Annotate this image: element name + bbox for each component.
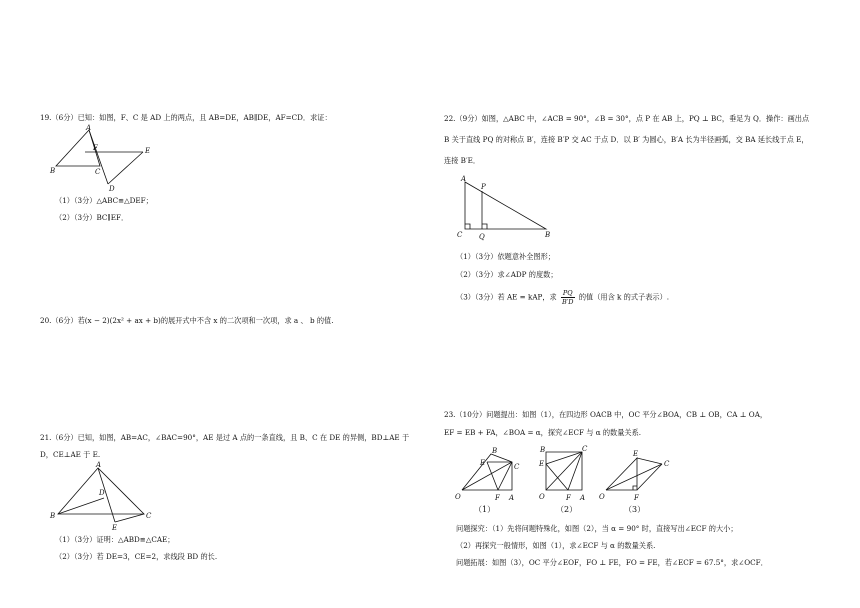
q22-stem-line2: B 关于直线 PQ 的对称点 B′，连接 B′P 交 AC 于点 D．以 B′ 为圆心，B′A 长为半径画弧，交 BA 延长线于点 E，: [444, 135, 809, 144]
q22-stem-line1: 22.（9分）如图，△ABC 中，∠ACB = 90°，∠B = 30°，点 P 在 AB 上，PQ ⊥ BC，垂足为 Q．操作：画出点: [444, 114, 810, 123]
q22-label-C: C: [457, 231, 463, 239]
q23-f2-label-O: O: [539, 493, 545, 501]
q22-part3-tail: 的值（用含 k 的式子表示）.: [578, 292, 670, 302]
q22-fraction: [561, 289, 574, 306]
q23-f1-label-F: F: [495, 494, 500, 502]
q19-part1: （1）（3分）△ABC≌△DEF；: [55, 196, 153, 205]
q22-part3: [456, 289, 669, 306]
q21-label-E: E: [112, 524, 118, 532]
q19-stem: 19.（6分）已知：如图，F、C 是 AD 上的两点，且 AB=DE，AB∥DE，AF=CD．求证：: [40, 113, 332, 122]
q23-caption-3: （3）: [624, 505, 646, 514]
q19-label-B: B: [50, 167, 56, 175]
q22-fraction-numerator: PQ: [562, 289, 573, 297]
q22-part1: （1）（3分）依题意补全图形；: [456, 252, 555, 261]
q23-f2-label-B: B: [540, 446, 546, 454]
q23-f1-label-O: O: [455, 493, 461, 501]
q19-label-E: E: [145, 147, 151, 155]
q23-caption-1: （1）: [474, 505, 496, 514]
q19-label-A: A: [86, 124, 92, 132]
q23-f2-label-F: F: [566, 494, 571, 502]
q22-fraction-denominator: B′D: [562, 298, 574, 306]
q19-label-C: C: [95, 168, 101, 176]
q23-f3-label-E: E: [633, 450, 639, 458]
q23-f1-label-E: E: [480, 459, 486, 467]
q23-f3-label-C: C: [664, 460, 670, 468]
q23-explore-1: 问题探究：（1）先将问题特殊化，如图（2），当 α = 90° 时，直接写出∠ECF 的大小；: [456, 524, 738, 533]
q22-figure: [454, 174, 558, 242]
q23-f3-label-O: O: [599, 493, 605, 501]
q23-f2-label-A: A: [580, 494, 586, 502]
q22-label-B: B: [545, 231, 551, 239]
q21-label-D: D: [99, 489, 105, 497]
q23-explore-2: （2）再探究一般情形，如图（1），求∠ECF 与 α 的数量关系.: [456, 541, 656, 550]
q19-label-F: F: [93, 144, 98, 152]
q23-figure-3: [596, 444, 676, 514]
q23-f2-label-E: E: [539, 460, 545, 468]
q22-label-P: P: [481, 183, 486, 191]
q23-f2-label-C: C: [582, 445, 588, 453]
q23-caption-2: （2）: [556, 505, 578, 514]
q23-figure-1: [452, 444, 530, 514]
q21-figure: [48, 462, 158, 532]
q23-f3-label-F: F: [634, 494, 639, 502]
q23-f1-label-C: C: [514, 463, 520, 471]
q22-label-A: A: [461, 175, 467, 183]
q21-part2: （2）（3分）若 DE=3，CE=2，求线段 BD 的长.: [55, 552, 218, 561]
q23-stem-line2: EF = EB + FA，∠BOA = α，探究∠ECF 与 α 的数量关系.: [444, 428, 642, 437]
q23-f1-label-A: A: [509, 494, 515, 502]
q19-figure: [46, 126, 156, 192]
q21-part1: （1）（3分）证明：△ABD≌△CAE；: [55, 535, 175, 544]
q21-label-C: C: [146, 512, 152, 520]
q20-stem: 20.（6分）若(x − 2)(2x² + ax + b)的展开式中不含 x 的二次项和一次项，求 a 、 b 的值.: [40, 316, 334, 325]
q21-label-B: B: [50, 512, 56, 520]
q23-extend: 问题拓展：如图（3），OC 平分∠EOF，FO ⊥ FE，FO = FE，若∠ECF = 67.5°，求∠OCF．: [456, 558, 768, 567]
q21-stem-line2: D，CE⊥AE 于 E.: [40, 450, 101, 459]
q21-label-A: A: [96, 461, 102, 469]
q22-part2: （2）（3分）求∠ADP 的度数；: [456, 270, 558, 279]
q23-f1-label-B: B: [492, 447, 498, 455]
q23-stem-line1: 23.（10分）问题提出：如图（1），在四边形 OACB 中，OC 平分∠BOA，CB ⊥ OB，CA ⊥ OA，: [444, 410, 768, 419]
q19-label-D: D: [109, 185, 115, 193]
q21-stem-line1: 21.（6分）已知，如图，AB=AC，∠BAC=90°，AE 是过 A 点的一条直线，且 B、C 在 DE 的异侧，BD⊥AE 于: [40, 433, 410, 442]
q22-stem-line3: 连接 B′E．: [444, 156, 481, 165]
q22-part3-lead: （3）（3分）若 AE = kAP，求: [456, 292, 557, 302]
q19-part2: （2）（3分）BC∥EF．: [55, 213, 129, 222]
q22-label-Q: Q: [479, 233, 485, 241]
